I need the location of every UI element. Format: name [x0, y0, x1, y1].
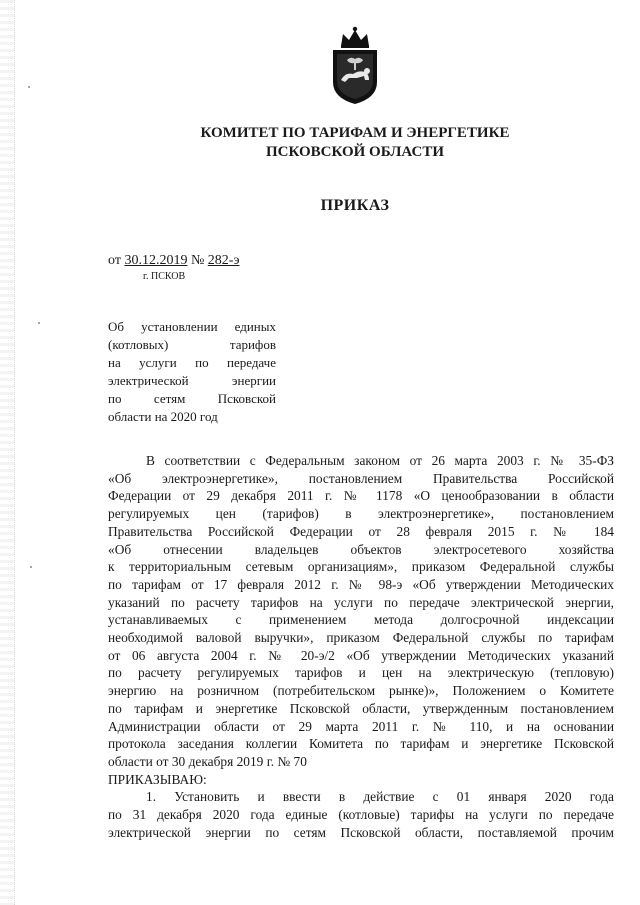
- preamble-line: Администрации области от 29 марта 2011 г. № 110, и на основании: [108, 718, 614, 734]
- issue-city: г. ПСКОВ: [143, 271, 186, 282]
- preamble-line: по расчету регулируемых тарифов и цен на электрическую (тепловую): [108, 665, 614, 681]
- preamble-line: устанавливаемых с применением метода долгосрочной индексации: [108, 612, 614, 628]
- preamble-line: по тарифам и энергетике Псковской области, утвержденным постановлением: [108, 700, 614, 716]
- item-1-line: электрической энергии по сетям Псковской области, поставляемой прочим: [108, 824, 614, 840]
- document-type: ПРИКАЗ: [320, 197, 390, 214]
- preamble-line: области от 30 декабря 2019 г. № 70: [108, 753, 307, 769]
- document-subject: [108, 318, 276, 426]
- subject-line: области на 2020 год: [108, 409, 218, 424]
- preamble-line: от 06 августа 2004 г. № 20-э/2 «Об утверждении Методических указаний: [108, 647, 614, 663]
- coat-of-arms-icon: [327, 24, 383, 106]
- issue-date: 30.12.2019: [124, 253, 188, 268]
- scan-speck: [38, 322, 40, 324]
- scan-edge: [0, 0, 15, 905]
- preamble-line: Правительства Российской Федерации от 28 февраля 2015 г. № 184: [108, 523, 614, 539]
- preamble-line: по тарифам от 17 февраля 2012 г. № 98-э «Об утверждении Методических: [108, 576, 614, 592]
- issue-line: [108, 253, 239, 269]
- scan-speck: [28, 86, 30, 88]
- item-1-line: по 31 декабря 2020 года единые (котловые) тарифы на услуги по передаче: [108, 807, 614, 823]
- item-1-line: 1. Установить и ввести в действие с 01 января 2020 года: [146, 789, 614, 805]
- subject-line: Об установлении единых: [108, 319, 276, 334]
- issue-number: 282-э: [207, 253, 240, 268]
- preamble-line: Федерации от 29 декабря 2011 г. № 1178 «О ценообразовании в области: [108, 488, 614, 504]
- scan-speck: [30, 566, 32, 568]
- preamble-line: «Об электроэнергетике», постановлением Правительства Российской: [108, 470, 614, 486]
- subject-line: (котловых) тарифов: [108, 337, 276, 352]
- preamble-line: к территориальным сетевым организациям», приказом Федеральной службы: [108, 559, 614, 575]
- organization-line-2: ПСКОВСКОЙ ОБЛАСТИ: [265, 144, 445, 160]
- preamble-line: энергию на розничном (потребительском рынке)», Положением о Комитете: [108, 683, 614, 699]
- preamble-line: «Об отнесении владельцев объектов электросетевого хозяйства: [108, 541, 614, 557]
- preamble-line: В соответствии с Федеральным законом от 26 марта 2003 г. № 35-ФЗ: [146, 453, 614, 468]
- preamble-line: указаний по расчету тарифов на услуги по передаче электрической энергии,: [108, 594, 614, 610]
- order-word: ПРИКАЗЫВАЮ:: [108, 771, 207, 787]
- document-body: [108, 452, 614, 841]
- subject-line: электрической энергии: [108, 373, 276, 388]
- organization-line-1: КОМИТЕТ ПО ТАРИФАМ И ЭНЕРГЕТИКЕ: [200, 125, 510, 141]
- preamble-line: протокола заседания коллегии Комитета по тарифам и энергетике Псковской: [108, 736, 614, 752]
- organization-name: [150, 124, 560, 162]
- preamble-line: необходимой валовой выручки», приказом Федеральной службы по тарифам: [108, 630, 614, 646]
- subject-line: по сетям Псковской: [108, 391, 276, 406]
- issue-number-sign: №: [190, 253, 205, 268]
- preamble-line: регулируемых цен (тарифов) в электроэнергетике», постановлением: [108, 506, 614, 522]
- issue-prefix: от: [108, 253, 121, 268]
- subject-line: на услуги по передаче: [108, 355, 276, 370]
